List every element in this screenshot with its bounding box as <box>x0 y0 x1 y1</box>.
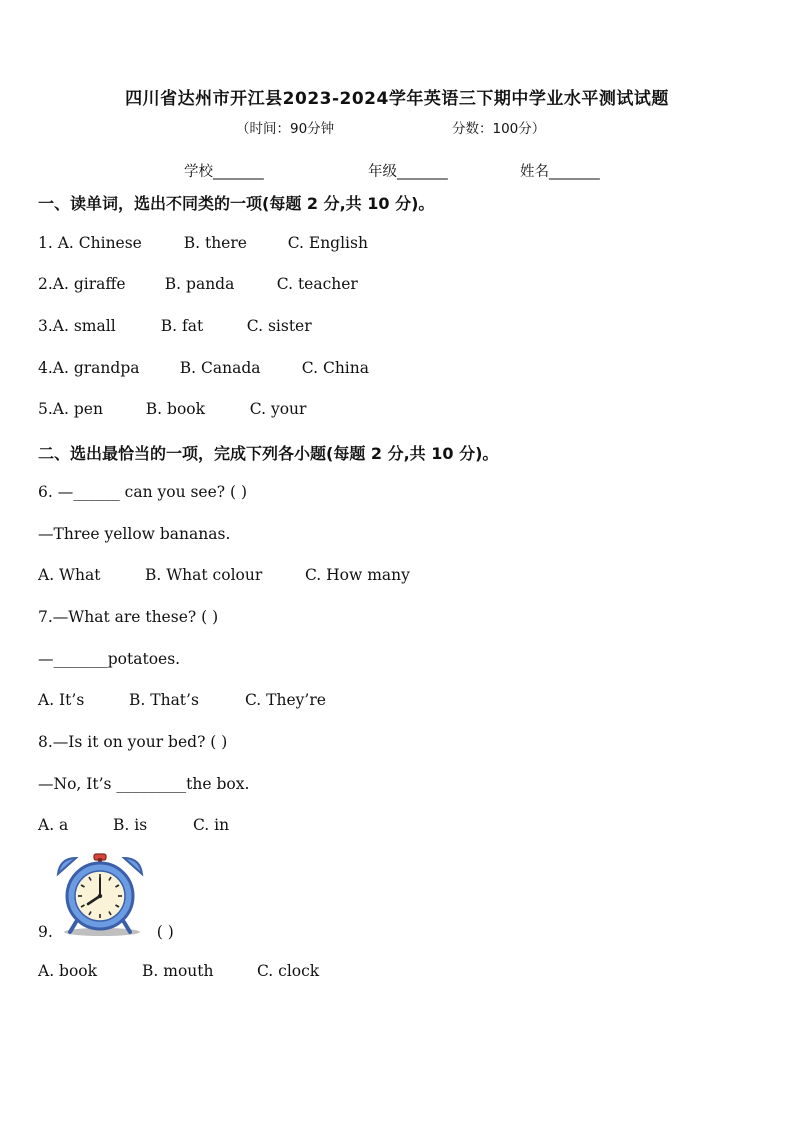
question-1 <box>38 234 368 252</box>
option-b: B. fat <box>160 317 204 335</box>
option-c: C. your <box>249 400 307 418</box>
question-2 <box>38 275 358 293</box>
answer-paren: ( ) <box>156 923 174 941</box>
section2-heading: 二、选出最恰当的一项，完成下列各小题(每题 2 分,共 10 分)。 <box>38 444 499 463</box>
clock-center <box>98 894 102 898</box>
option-c: C. sister <box>246 317 312 335</box>
question-7: 7.—What are these? ( ) <box>38 608 219 626</box>
question-8-answer: —No, It’s _________the box. <box>38 775 250 793</box>
option-a: A. It’s <box>38 691 85 709</box>
option-c: C. teacher <box>276 275 358 293</box>
option-a: A. Chinese <box>57 234 142 252</box>
option-b: B. What colour <box>145 566 263 584</box>
grade-field: 年级_______ <box>368 164 448 180</box>
option-b: B. mouth <box>142 962 214 980</box>
option-a: A. grandpa <box>52 359 140 377</box>
option-c: C. in <box>193 816 230 834</box>
option-c: C. English <box>287 234 368 252</box>
option-a: A. What <box>38 566 101 584</box>
question-6-options <box>38 566 410 584</box>
question-number: 4. <box>38 359 53 377</box>
question-8: 8.—Is it on your bed? ( ) <box>38 733 228 751</box>
option-b: B. there <box>183 234 247 252</box>
question-4 <box>38 359 369 377</box>
option-b: B. book <box>145 400 206 418</box>
question-number: 9. <box>38 923 53 941</box>
option-c: C. How many <box>305 566 410 584</box>
question-8-options <box>38 816 229 834</box>
question-7-answer: —_______potatoes. <box>38 650 181 668</box>
option-b: B. is <box>113 816 148 834</box>
question-6: 6. —______ can you see? ( ) <box>38 483 248 501</box>
option-a: A. giraffe <box>52 275 126 293</box>
question-9 <box>38 923 174 941</box>
option-a: A. a <box>38 816 69 834</box>
option-a: A. pen <box>52 400 103 418</box>
question-6-answer: —Three yellow bananas. <box>38 525 231 543</box>
page-title: 四川省达州市开江县2023-2024学年英语三下期中学业水平测试试题 <box>125 89 669 109</box>
question-5 <box>38 400 306 418</box>
exam-time: （时间：90分钟 <box>236 121 335 137</box>
option-a: A. book <box>38 962 98 980</box>
option-c: C. They’re <box>245 691 326 709</box>
question-number: 2. <box>38 275 53 293</box>
question-number: 1. <box>38 234 58 252</box>
option-b: B. panda <box>164 275 235 293</box>
option-b: B. That’s <box>129 691 199 709</box>
option-a: A. small <box>52 317 116 335</box>
exam-score: 分数：100分） <box>452 121 546 137</box>
option-c: C. China <box>301 359 369 377</box>
question-number: 3. <box>38 317 53 335</box>
question-3 <box>38 317 312 335</box>
name-field: 姓名_______ <box>520 164 600 180</box>
question-7-options <box>38 691 326 709</box>
school-field: 学校_______ <box>184 164 264 180</box>
option-c: C. clock <box>257 962 320 980</box>
section1-heading: 一、读单词，选出不同类的一项(每题 2 分,共 10 分)。 <box>38 194 435 213</box>
question-number: 5. <box>38 400 53 418</box>
question-9-options <box>38 962 319 980</box>
option-b: B. Canada <box>179 359 261 377</box>
